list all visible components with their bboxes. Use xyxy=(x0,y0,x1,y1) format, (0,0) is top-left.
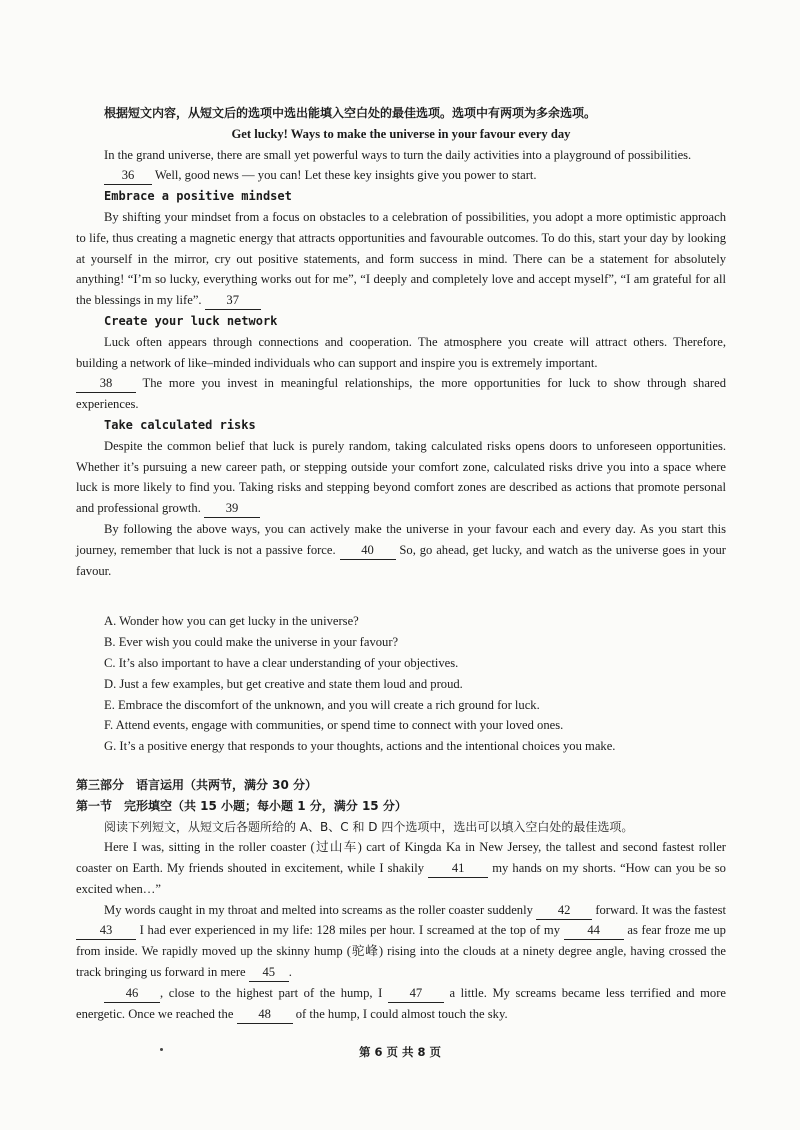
page-content xyxy=(76,103,726,1024)
part-three xyxy=(76,775,726,1025)
page-footer: 第 6 页 共 8 页 xyxy=(358,1045,442,1059)
blank-42[interactable]: 42 xyxy=(536,902,592,920)
option-f: F. Attend events, engage with communities, or spend time to connect with your loved ones. xyxy=(104,718,564,733)
heading-calculated-risks: Take calculated risks xyxy=(104,417,256,432)
cloze-instruction: 阅读下列短文，从短文后各题所给的 A、B、C 和 D 四个选项中，选出可以填入空白处的最佳选项。 xyxy=(104,819,634,834)
blank-48[interactable]: 48 xyxy=(237,1006,293,1024)
option-g: G. It’s a positive energy that responds to your thoughts, actions and the intentional choices you make. xyxy=(104,739,616,754)
option-c: C. It’s also important to have a clear understanding of your objectives. xyxy=(104,655,459,670)
paragraph-network: Luck often appears through connections and cooperation. The atmosphere you create will attract others. Therefore, building a network of like–minded individuals who can support and inspire you is extremely important. xyxy=(76,334,726,370)
paragraph-risks: Despite the common belief that luck is purely random, taking calculated risks opens doors to unforeseen opportunities. Whether it’s pursuing a new career path, or stepping outside your comfort zone, calculated risks drive you into a space where luck is more likely to find you. Taking risks and stepping beyond comfort zones are described as actions that promote personal and professional growth. 39 xyxy=(76,436,726,519)
blank-44[interactable]: 44 xyxy=(564,922,624,940)
option-a: A. Wonder how you can get lucky in the universe? xyxy=(104,614,359,629)
option-d: D. Just a few examples, but get creative and state them loud and proud. xyxy=(104,676,463,691)
instruction: 根据短文内容，从短文后的选项中选出能填入空白处的最佳选项。选项中有两项为多余选项。 xyxy=(104,106,597,120)
intro-paragraph: In the grand universe, there are small yet powerful ways to turn the daily activities into a playground of possibilities. xyxy=(104,147,692,162)
heading-luck-network: Create your luck network xyxy=(104,313,278,328)
cloze-paragraph-3: 46 , close to the highest part of the hump, I 47 a little. My screams became less terrified and more energetic. Once we reached the 48 of the hump, I could almost touch the sky. xyxy=(76,983,726,1025)
paragraph-mindset: By shifting your mindset from a focus on obstacles to a celebration of possibilities, you adopt a more optimistic approach to life, thus creating a magnetic energy that attracts opportunities and favourable outcomes. To do this, start your day by looking at yourself in the mirror, cry out positive statements, and form success in mind. There can be a statement for absolutely anything! “I’m so lucky, everything works out for me”, “I deeply and completely love and accept myself”, “I am grateful for all the blessings in my life”. 37 xyxy=(76,207,726,311)
blank-41[interactable]: 41 xyxy=(428,860,488,878)
question-36-line: 36 Well, good news — you can! Let these key insights give you power to start. xyxy=(76,165,726,186)
cloze-paragraph-1: Here I was, sitting in the roller coaster (过山车) cart of Kingda Ka in New Jersey, the tallest and second fastest roller coaster on Earth. My friends shouted in excitement, while I shakily 41 my hands on my shorts. “How can you be so excited when…” xyxy=(76,840,726,896)
blank-40[interactable]: 40 xyxy=(340,542,396,560)
part-three-title: 第三部分 语言运用（共两节，满分 30 分） xyxy=(76,777,318,792)
blank-38[interactable]: 38 xyxy=(76,375,136,393)
option-e: E. Embrace the discomfort of the unknown, and you will create a rich ground for luck. xyxy=(104,697,540,712)
blank-39[interactable]: 39 xyxy=(204,500,260,518)
cloze-paragraph-2: My words caught in my throat and melted into screams as the roller coaster suddenly 42 forward. It was the fastest 43 I had ever experienced in my life: 128 miles per hour. I screamed at the top of my 44 as fear froze me up from inside. We rapidly moved up the skinny hump (驼峰) rising into the clouds at a ninety degree angle, having crossed the track bringing us forward in mere 45 . xyxy=(76,900,726,983)
blank-43[interactable]: 43 xyxy=(76,922,136,940)
heading-positive-mindset: Embrace a positive mindset xyxy=(104,189,292,204)
paragraph-network-cont: 38 The more you invest in meaningful relationships, the more opportunities for luck to show through shared experiences. xyxy=(76,376,726,412)
options-list xyxy=(76,611,726,757)
blank-47[interactable]: 47 xyxy=(388,985,444,1003)
blank-46[interactable]: 46 xyxy=(104,985,160,1003)
blank-36[interactable]: 36 xyxy=(104,167,152,185)
blank-45[interactable]: 45 xyxy=(249,964,289,982)
blank-37[interactable]: 37 xyxy=(205,292,261,310)
paragraph-conclusion: By following the above ways, you can actively make the universe in your favour each and every day. As you start this journey, remember that luck is not a passive force. 40 So, go ahead, get lucky, and watch as the universe goes in your favour. xyxy=(76,521,727,578)
passage-title: Get lucky! Ways to make the universe in your favour every day xyxy=(231,126,571,141)
section-one-title: 第一节 完形填空（共 15 小题；每小题 1 分，满分 15 分） xyxy=(76,798,407,813)
option-b: B. Ever wish you could make the universe in your favour? xyxy=(104,635,399,650)
